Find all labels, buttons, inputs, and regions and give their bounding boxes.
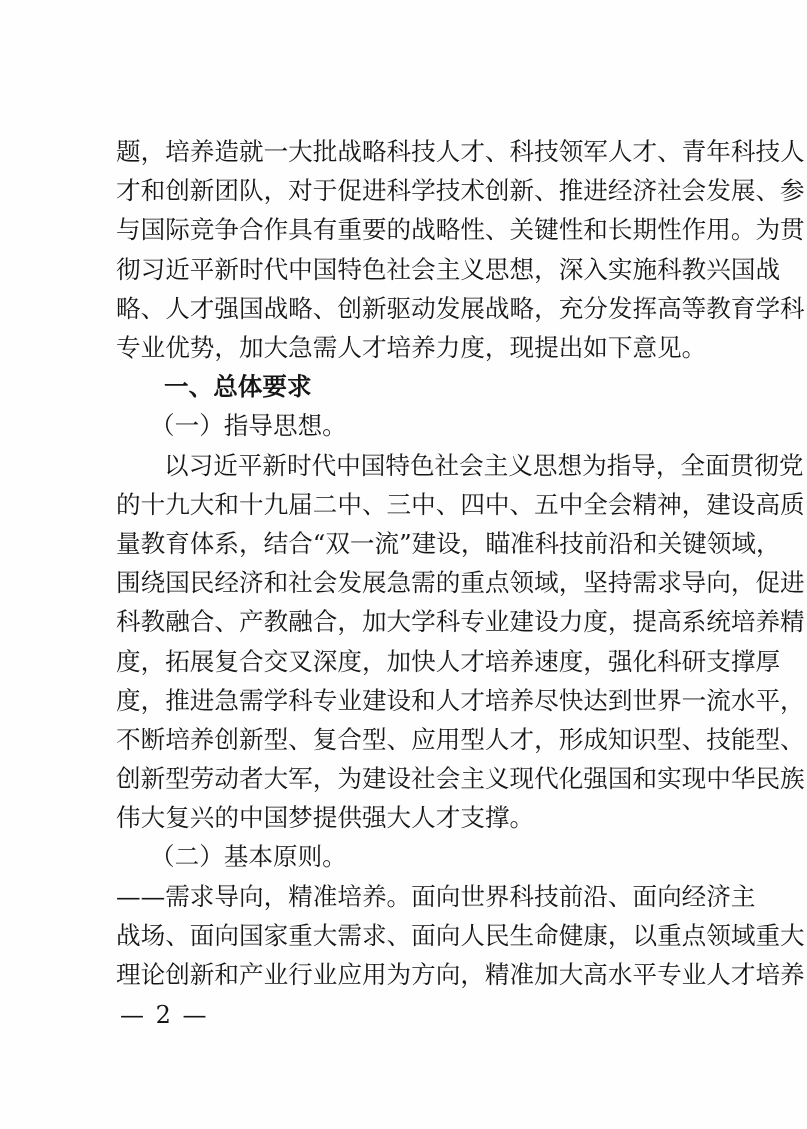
- paragraph-line: 专业优势，加大急需人才培养力度，现提出如下意见。: [116, 333, 707, 362]
- paragraph-line: 度，拓展复合交叉深度，加快人才培养速度，强化科研支撑厚: [116, 646, 781, 676]
- paragraph-line: 度，推进急需学科专业建设和人才培养尽快达到世界一流水平，: [116, 685, 805, 715]
- paragraph-line: 略、人才强国战略、创新驱动发展战略，充分发挥高等教育学科: [116, 293, 805, 323]
- paragraph-line: 创新型劳动者大军，为建设社会主义现代化强国和实现中华民族: [116, 764, 805, 793]
- paragraph-line: 科教融合、产教融合，加大学科专业建设力度，提高系统培养精: [116, 607, 805, 637]
- subsection-title: （一）指导思想。: [150, 411, 347, 441]
- paragraph-line: ——需求导向，精准培养。面向世界科技前沿、面向经济主: [116, 881, 756, 911]
- paragraph-line: 的十九大和十九届二中、三中、四中、五中全会精神，建设高质: [116, 489, 805, 519]
- paragraph-line: 不断培养创新型、复合型、应用型人才，形成知识型、技能型、: [116, 724, 805, 754]
- paragraph-line: 与国际竞争合作具有重要的战略性、关键性和长期性作用。为贯: [116, 215, 805, 245]
- paragraph-line: 围绕国民经济和社会发展急需的重点领域，坚持需求导向，促进: [116, 568, 805, 598]
- section-heading: 一、总体要求: [164, 372, 312, 402]
- subsection-title: （二）基本原则。: [150, 842, 347, 872]
- paragraph-line: 以习近平新时代中国特色社会主义思想为指导，全面贯彻党: [164, 450, 804, 480]
- paragraph-line: 题，培养造就一大批战略科技人才、科技领军人才、青年科技人: [116, 137, 805, 166]
- paragraph-line: 才和创新团队，对于促进科学技术创新、推进经济社会发展、参: [116, 176, 805, 206]
- page-number: — 2 —: [120, 1001, 209, 1029]
- paragraph-line: 伟大复兴的中国梦提供强大人才支撑。: [116, 803, 535, 833]
- paragraph-line: 量教育体系，结合“双一流”建设，瞄准科技前沿和关键领域，: [116, 528, 781, 558]
- paragraph-line: 战场、面向国家重大需求、面向人民生命健康，以重点领域重大: [116, 920, 805, 950]
- paragraph-line: 理论创新和产业行业应用为方向，精准加大高水平专业人才培养: [116, 960, 805, 989]
- paragraph-line: 彻习近平新时代中国特色社会主义思想，深入实施科教兴国战: [116, 254, 781, 284]
